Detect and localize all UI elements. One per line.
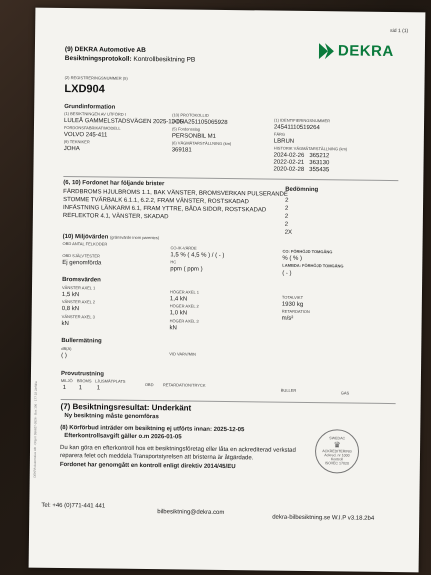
- reg-label: (2) REGISTRERINGSNUMMER (5): [64, 75, 128, 81]
- ident-label: (1) IDENTIFIERINGSNUMMER: [274, 117, 331, 124]
- co-idle-value: % ( % ): [282, 255, 303, 262]
- protocol-label: Besiktningsprotokoll:: [64, 55, 132, 63]
- brake-right2-label: HÖGER AXEL 2: [169, 303, 199, 309]
- brake-right2-value: 1,0 kN: [169, 310, 188, 317]
- history-label: HISTORIK VÄGMÄTARSTÄLLNING (km): [273, 145, 348, 152]
- brake-right1-value: 1,4 kN: [169, 296, 188, 303]
- ident-value: 24541110519264: [273, 124, 320, 132]
- retardation-label: RETARDATION: [281, 308, 310, 315]
- dekra-wordmark: DEKRA: [337, 42, 394, 61]
- lambda-value: ( - ): [282, 270, 292, 277]
- defect-rating: 2: [284, 221, 289, 228]
- compliance-note: Fordonet har genomgått en kontroll enligt direktiv 2014/45/EU: [59, 461, 236, 471]
- side-imprint: DEKRA Automotive AB · Org.nr 556627-2626 · Box 106 · 177 22 Järfälla: [32, 381, 38, 478]
- brake-right1-label: HÖGER AXEL 1: [169, 289, 199, 295]
- reg-number: LXD904: [64, 82, 105, 96]
- protocol-id-value: JOHA251105065928: [172, 119, 228, 126]
- total-weight-label: TOTALVIKT: [281, 294, 304, 300]
- odometer-value: 369181: [171, 147, 192, 154]
- company-name: (9) DEKRA Automotive AB: [64, 46, 146, 54]
- basic-info-heading: Grundinformation: [64, 103, 116, 111]
- color-value: LBRUN: [273, 138, 295, 145]
- brake-left1-label: VÄNSTER AXEL 1: [61, 284, 96, 291]
- trials-col: BROMS: [76, 378, 92, 384]
- footer-email: bilbesiktning@dekra.com: [157, 509, 225, 516]
- defect-item: FÄRDBROMS HJULBROMS 1.1, BAK VÄNSTER, BROMSVERKAN PULSERANDE: [63, 188, 288, 198]
- trials-col: LJUSMÄTPLATS: [94, 378, 126, 384]
- footer-website: dekra-bilbesiktning.se: [272, 514, 331, 522]
- trials-col: BULLER: [280, 387, 297, 393]
- deadline-line1: (8) Körförbud inträder om besiktning ej utförts innan: 2025-12-05: [60, 424, 245, 434]
- dekra-logo: [319, 42, 394, 60]
- protocol-id-label: (10) PROTOKOLLID: [172, 112, 209, 118]
- obd-selftest-value: Ej genomförda: [62, 259, 102, 267]
- info-line: reparera felet och meddela Transportstyrelsen att bristerna är åtgärdade.: [59, 452, 254, 462]
- info-line: Du kan göra en efterkontroll hos ett besiktningsföretag eller låta en ackrediterad verkstad: [60, 444, 296, 454]
- defects-heading: (6, 10) Fordonet har följande brister: [63, 179, 165, 188]
- history-row: 2020-02-28 355435: [273, 166, 330, 174]
- swedac-accreditation-stamp: [315, 429, 360, 474]
- brake-left3-label: VÄNSTER AXEL 3: [61, 313, 95, 320]
- env-heading: (10) Miljövärden: [62, 233, 109, 241]
- brake-left2-label: VÄNSTER AXEL 2: [61, 298, 96, 305]
- brake-right3-label: HÖGER AXEL 3: [169, 318, 199, 324]
- stamp-text: ISO/IEC 17020: [324, 461, 349, 466]
- trials-col: OBD: [144, 382, 154, 388]
- trials-value: 1: [78, 385, 83, 392]
- tech-label: (9) TEKNIKER: [63, 138, 90, 145]
- result-sub: Ny besiktning måste genomföras: [64, 413, 159, 421]
- obd-fault-label: OBD ANTAL FELKODER: [62, 240, 108, 247]
- vehicle-type-label: (5) Fordonsslag: [171, 126, 201, 132]
- inspection-protocol-document: [29, 8, 426, 573]
- footer-phone: Tel: +46 (0)771-441 441: [41, 502, 106, 510]
- trials-value: 1: [62, 385, 67, 392]
- dekra-mark-icon: [319, 43, 335, 59]
- brake-heading: Bromsvärden: [62, 276, 101, 284]
- defect-rating: 2: [284, 213, 289, 220]
- footer-website-version: [272, 515, 374, 523]
- total-weight-value: 1930 kg: [281, 301, 304, 308]
- lambda-label: LAMBDA: FÖRHÖJD TOMGÅNG: [282, 262, 344, 269]
- protocol-type: Kontrollbesiktning PB: [133, 55, 196, 64]
- deadline-line2: Efterkontrollsavgift gäller o.m 2026-01-05: [64, 433, 182, 441]
- stamp-text: Kontroll: [330, 457, 344, 462]
- defect-rating: 2: [284, 205, 289, 212]
- brake-right3-value: kN: [169, 325, 177, 332]
- defect-item: INFÄSTNING LÄNKARM 6.1, FRAM YTTRE, BÅDA SIDOR, ROSTSKADAD: [62, 204, 267, 214]
- trials-heading: Provutrustning: [60, 370, 104, 378]
- retardation-value: m/s²: [281, 315, 294, 322]
- defect-item: STOMME TVÄRBALK 6.1.1, 6.2.2, FRAM VÄNSTER, ROSTSKADAD: [63, 196, 249, 206]
- co-idle-label: CO: FÖRHÖJD TOMGÅNG: [282, 248, 333, 255]
- result-heading: (7) Besiktningsresultat: Underkänt: [60, 401, 192, 413]
- history-row: 2022-02-21 363130: [273, 159, 330, 167]
- hc-label: HC: [170, 259, 177, 265]
- crown-icon: ♛: [333, 439, 341, 449]
- make-label: FORDONSFABRIKAT/MODELL: [63, 124, 121, 131]
- hc-value: ppm ( ppm ): [170, 266, 203, 273]
- trials-col: MILJÖ: [60, 377, 73, 384]
- rpm-label: VID VARV/MIN: [169, 351, 196, 357]
- defect-rating: 2X: [284, 229, 293, 236]
- brake-left2-value: 0,8 kN: [61, 305, 80, 313]
- color-label: FÄRG: [273, 131, 286, 137]
- page-label: sid 1 (1): [390, 27, 409, 35]
- protocol-title: [65, 55, 195, 64]
- history-row: 2024-02-26 365212: [273, 152, 330, 160]
- co-lambda-label: CO-/K-VÄRDE: [170, 245, 197, 251]
- rating-heading: Bedömning: [285, 186, 319, 194]
- env-note: (gränsvärde inom parentes): [109, 234, 160, 241]
- noise-value: ( ): [61, 352, 67, 360]
- station-label: (1) BESIKTNINGEN AV UTFÖRD I: [64, 110, 126, 117]
- make-value: VOLVO 245-411: [63, 131, 108, 139]
- stamp-text: Ackred. nr 1000: [324, 453, 350, 458]
- noise-heading: Bullermätning: [61, 337, 102, 345]
- footer-version: W.I.P v3.18.2b4: [331, 515, 375, 522]
- tech-value: JOHA: [63, 145, 80, 153]
- station-value: LULEÅ GAMMELSTADSVÄGEN 2025-11-05: [64, 117, 184, 126]
- co-lambda-value: 1,5 % ( 4,5 % ) / ( - ): [170, 252, 225, 259]
- odometer-label: (6) VÄGMÄTARSTÄLLNING (km): [171, 140, 232, 147]
- trials-value: 1: [96, 385, 101, 392]
- vehicle-type-value: PERSONBIL M1: [171, 133, 217, 140]
- trials-col: GAS: [340, 390, 350, 396]
- stamp-text: SWEDAC: [329, 436, 346, 441]
- noise-label: dB(A): [61, 345, 72, 352]
- obd-selftest-label: OBD SJÄLVTESTER: [62, 252, 100, 259]
- brake-left3-value: kN: [61, 320, 69, 328]
- defect-item: REFLEKTOR 4.1, VÄNSTER, SKADAD: [62, 212, 169, 221]
- stamp-text: ACKREDITERING: [322, 448, 352, 454]
- defect-rating: 2: [285, 197, 289, 204]
- brake-left1-value: 1,5 kN: [61, 291, 80, 299]
- trials-col: RETARDATION/TRYCK: [162, 382, 206, 388]
